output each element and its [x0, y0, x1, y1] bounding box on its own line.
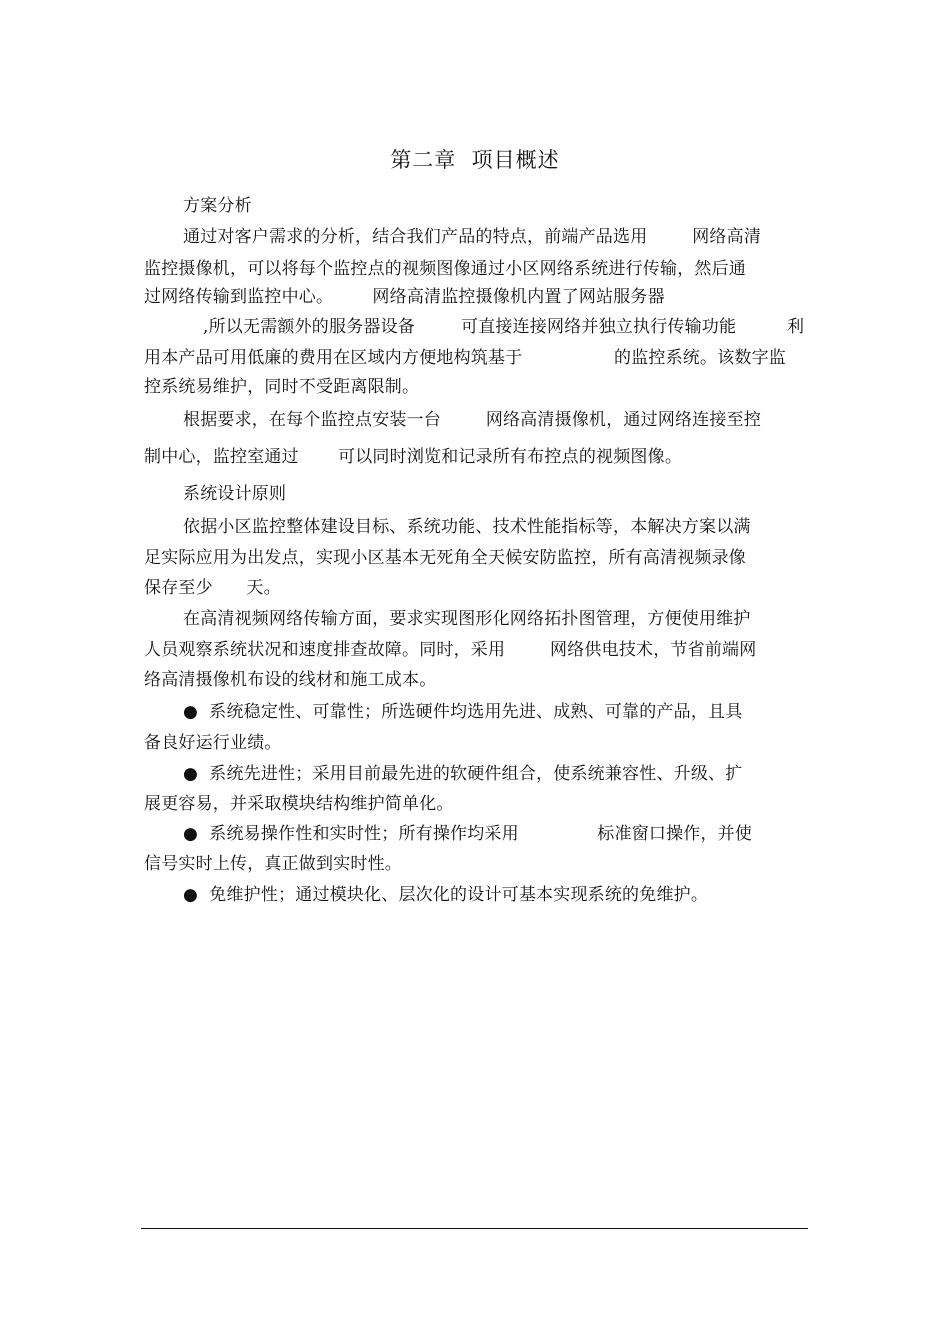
paragraph-line: 依据小区监控整体建设目标、系统功能、技术性能指标等，本解决方案以满	[183, 517, 751, 537]
bullet-item-stability: ● 系统稳定性、可靠性；所选硬件均选用先进、成熟、可靠的产品，且具	[183, 702, 743, 722]
paragraph-line: 可直接连接网络并独立执行传输功能	[461, 317, 737, 337]
paragraph-line: 保存至少 天。	[144, 578, 281, 598]
paragraph-line: 过网络传输到监控中心。 网络高清监控摄像机内置了网站服务器	[144, 287, 665, 307]
section-heading-plan-analysis: 方案分析	[183, 196, 252, 216]
paragraph-line: 足实际应用为出发点，实现小区基本无死角全天候安防监控，所有高清视频录像	[144, 548, 746, 568]
paragraph-line: 制中心，监控室通过 可以同时浏览和记录所有布控点的视频图像。	[144, 447, 683, 467]
paragraph-line: 人员观察系统状况和速度排查故障。同时，采用 网络供电技术，节省前端网	[144, 640, 757, 660]
paragraph-line: ,所以无需额外的服务器设备	[203, 317, 416, 337]
paragraph-line: 络高清摄像机布设的线材和施工成本。	[144, 670, 437, 690]
paragraph-line: 的监控系统。该数字监	[614, 348, 786, 368]
bullet-item-continuation: 信号实时上传，真正做到实时性。	[144, 854, 402, 874]
bullet-item-maintenance-free: ● 免维护性；通过模块化、层次化的设计可基本实现系统的免维护。	[183, 885, 709, 905]
bullet-item-usability: ● 系统易操作性和实时性；所有操作均采用 标准窗口操作，并使	[183, 824, 753, 844]
chapter-title: 第二章 项目概述	[390, 148, 560, 172]
bullet-item-advanced: ● 系统先进性；采用目前最先进的软硬件组合，使系统兼容性、升级、扩	[183, 764, 743, 784]
paragraph-line: 监控摄像机，可以将每个监控点的视频图像通过小区网络系统进行传输，然后通	[144, 259, 746, 279]
paragraph-line: 利	[787, 317, 805, 337]
paragraph-line: 用本产品可用低廉的费用在区域内方便地构筑基于	[144, 348, 523, 368]
footer-divider	[141, 1228, 808, 1229]
bullet-item-continuation: 备良好运行业绩。	[144, 733, 282, 753]
bullet-item-continuation: 展更容易，并采取模块结构维护简单化。	[144, 794, 454, 814]
paragraph-line: 根据要求，在每个监控点安装一台 网络高清摄像机，通过网络连接至控	[183, 410, 762, 430]
paragraph-line: 控系统易维护，同时不受距离限制。	[144, 377, 420, 397]
section-heading-design-principles: 系统设计原则	[183, 484, 287, 504]
paragraph-line: 通过对客户需求的分析，结合我们产品的特点，前端产品选用 网络高清	[183, 227, 762, 247]
paragraph-line: 在高清视频网络传输方面，要求实现图形化网络拓扑图管理，方便使用维护	[183, 609, 751, 629]
